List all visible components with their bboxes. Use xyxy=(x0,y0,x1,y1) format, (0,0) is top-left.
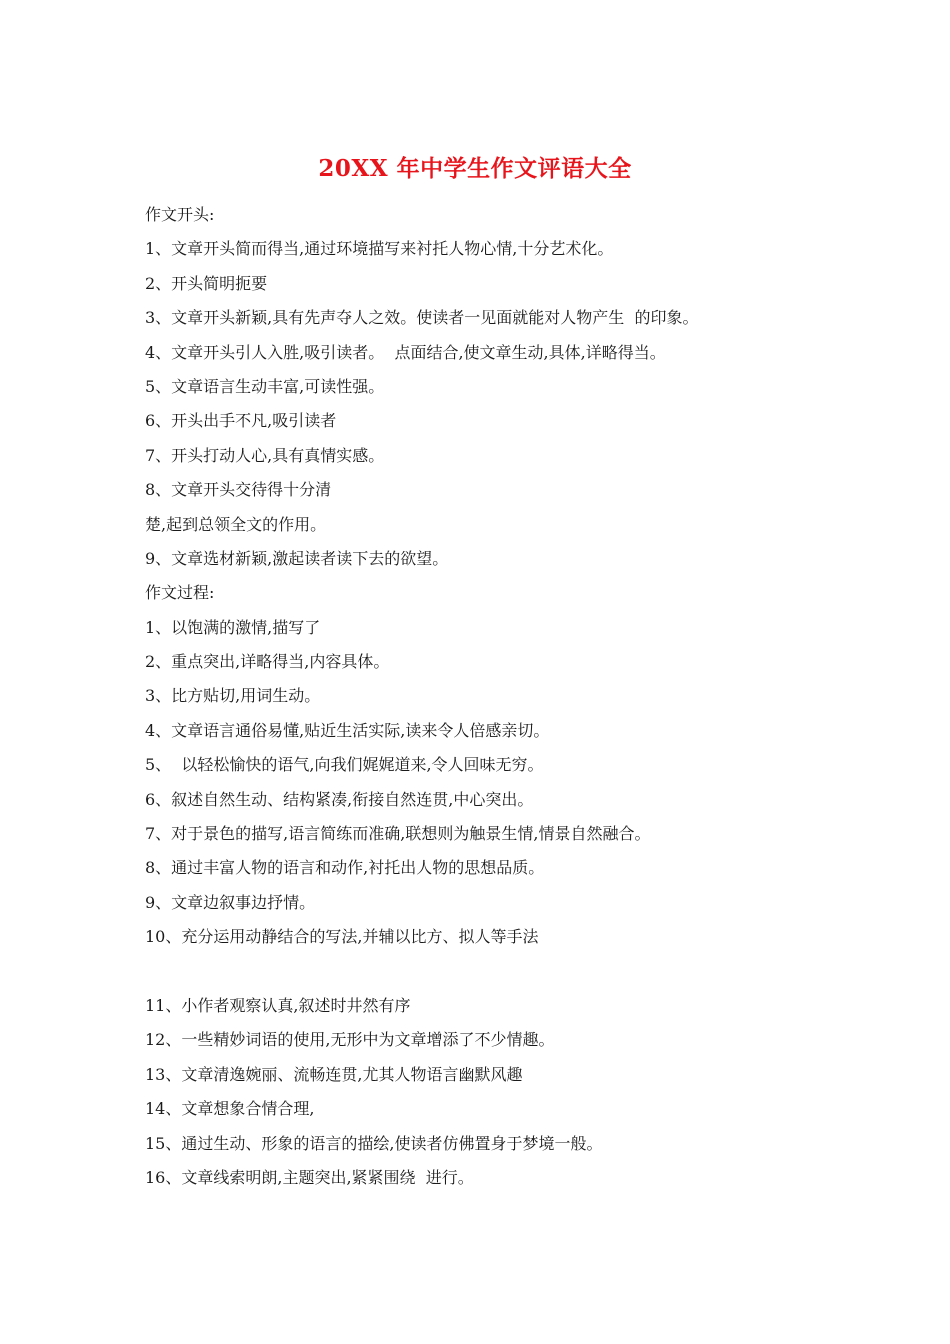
list-item: 13、文章清逸婉丽、流畅连贯,尤其人物语言幽默风趣 xyxy=(145,1064,523,1084)
list-item: 14、文章想象合情合理, xyxy=(145,1099,315,1119)
list-item: 10、充分运用动静结合的写法,并辅以比方、拟人等手法 xyxy=(145,927,539,947)
list-item: 7、开头打动人心,具有真情实感。 xyxy=(145,445,385,465)
document-body xyxy=(145,198,845,1195)
list-item: 4、文章语言通俗易懂,贴近生活实际,读来令人倍感亲切。 xyxy=(145,720,550,740)
document-title: 20XX 年中学生作文评语大全 xyxy=(318,155,632,182)
list-item: 9、文章边叙事边抒情。 xyxy=(145,892,316,912)
list-item: 2、重点突出,详略得当,内容具体。 xyxy=(145,652,390,672)
blank-line xyxy=(145,955,845,989)
list-item: 1、文章开头简而得当,通过环境描写来衬托人物心情,十分艺术化。 xyxy=(145,239,614,259)
list-item: 16、文章线索明朗,主题突出,紧紧围绕 进行。 xyxy=(145,1167,474,1187)
list-item: 4、文章开头引人入胜,吸引读者。 点面结合,使文章生动,具体,详略得当。 xyxy=(145,342,666,362)
list-item: 8、通过丰富人物的语言和动作,衬托出人物的思想品质。 xyxy=(145,858,545,878)
list-item: 15、通过生动、形象的语言的描绘,使读者仿佛置身于梦境一般。 xyxy=(145,1133,603,1153)
list-item: 7、对于景色的描写,语言简练而准确,联想则为触景生情,情景自然融合。 xyxy=(145,824,651,844)
list-item: 5、 以轻松愉快的语气,向我们娓娓道来,令人回味无穷。 xyxy=(145,755,544,775)
list-item-continuation: 楚,起到总领全文的作用。 xyxy=(145,514,327,534)
list-item: 3、比方贴切,用词生动。 xyxy=(145,686,321,706)
list-item: 6、叙述自然生动、结构紧凑,衔接自然连贯,中心突出。 xyxy=(145,789,534,809)
list-item: 2、开头简明扼要 xyxy=(145,273,268,293)
list-item: 1、以饱满的激情,描写了 xyxy=(145,617,321,637)
list-item: 11、小作者观察认真,叙述时井然有序 xyxy=(145,995,411,1015)
list-item: 12、一些精妙词语的使用,无形中为文章增添了不少情趣。 xyxy=(145,1030,555,1050)
list-item: 9、文章选材新颖,激起读者读下去的欲望。 xyxy=(145,548,449,568)
list-item: 5、文章语言生动丰富,可读性强。 xyxy=(145,376,385,396)
section-heading-opening: 作文开头: xyxy=(145,205,215,224)
list-item: 3、文章开头新颖,具有先声夺人之效。使读者一见面就能对人物产生 的印象。 xyxy=(145,308,699,328)
section-heading-process: 作文过程: xyxy=(145,583,215,603)
list-item: 6、开头出手不凡,吸引读者 xyxy=(145,411,337,431)
list-item: 8、文章开头交待得十分清 xyxy=(145,480,332,500)
